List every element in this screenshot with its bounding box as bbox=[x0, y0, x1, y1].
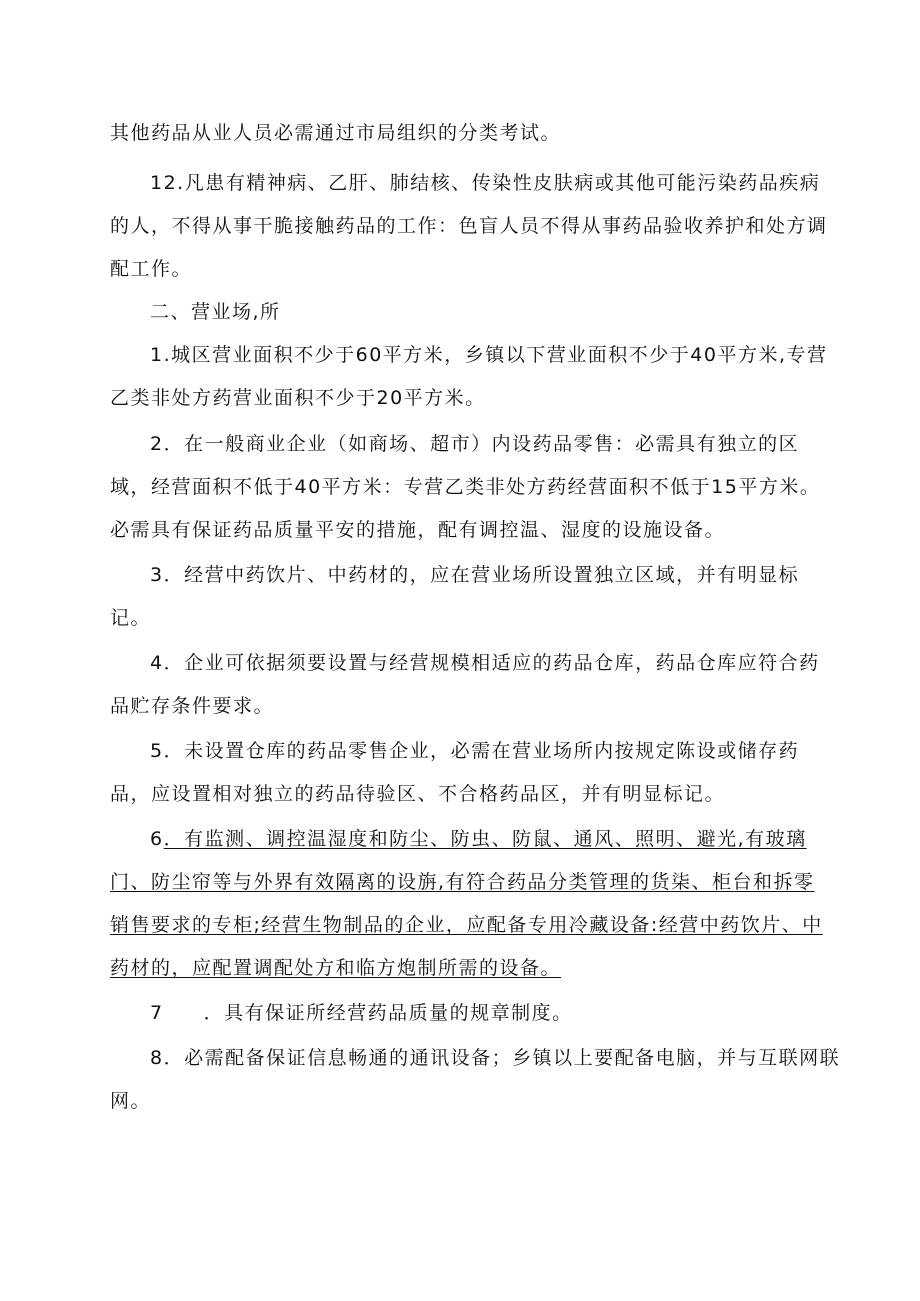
text-line: 记。 bbox=[110, 607, 152, 629]
text-line: 1.城区营业面积不少于60平方米，乡镇以下营业面积不少于40平方米,专营 bbox=[150, 344, 828, 366]
item-text: ．具有保证所经营药品质量的规章制度。 bbox=[203, 1002, 573, 1024]
text-line: 8．必需配备保证信息畅通的通讯设备；乡镇以上要配备电脑，并与互联网联 bbox=[150, 1047, 841, 1069]
underlined-text: ．有监测、调控温湿度和防尘、防虫、防鼠、通风、照明、避光,有玻璃 bbox=[163, 828, 807, 850]
text-line: 的人，不得从事干脆接触药品的工作：色盲人员不得从事药品验收养护和处方调 bbox=[110, 215, 828, 237]
text-line: 网。 bbox=[110, 1090, 152, 1112]
text-line-underlined: 门、防尘帘等与外界有效隔离的设旃,有符合药品分类管理的货柒、柜台和拆零 bbox=[110, 871, 815, 893]
text-line: 必需具有保证药品质量平安的措施，配有调控温、湿度的设施设备。 bbox=[110, 519, 726, 541]
text-line: 其他药品从业人员必需通过市局组织的分类考试。 bbox=[110, 122, 562, 144]
text-line: 品贮存条件要求。 bbox=[110, 695, 275, 717]
text-line: 3．经营中药饮片、中药材的，应在营业场所设置独立区域，并有明显标 bbox=[150, 564, 800, 586]
item-number: 7 bbox=[150, 1002, 164, 1024]
item-number: 6 bbox=[150, 828, 164, 850]
text-line: 4．企业可依据须要设置与经营规模相适应的药品仓库，药品仓库应符合药 bbox=[150, 652, 820, 674]
text-line-underlined: 销售要求的专柜;经营生物制品的企业，应配备专用冷藏设备:经营中药饮片、中 bbox=[110, 914, 823, 936]
text-line: 12.凡患有精神病、乙肝、肺结核、传染性皮肤病或其他可能污染药品疾病 bbox=[150, 172, 821, 194]
text-line: 品，应设置相对独立的药品待验区、不合格药品区，并有明显标记。 bbox=[110, 783, 726, 805]
text-line-underlined: 药材的，应配置调配处方和临方炮制所需的设备。 bbox=[110, 957, 562, 979]
text-line: 5．未设置仓库的药品零售企业，必需在营业场所内按规定陈设或储存药 bbox=[150, 740, 800, 762]
text-line: 域，经营面积不低于40平方米：专营乙类非处方药经营面积不低于15平方米。 bbox=[110, 476, 821, 498]
text-line: 配工作。 bbox=[110, 258, 193, 280]
section-heading: 二、营业场,所 bbox=[150, 301, 281, 323]
text-line-underlined bbox=[150, 824, 807, 854]
text-line bbox=[150, 998, 573, 1028]
text-line: 2．在一般商业企业（如商场、超市）内设药品零售：必需具有独立的区 bbox=[150, 433, 800, 455]
text-line: 乙类非处方药营业面积不少于20平方米。 bbox=[110, 387, 486, 409]
